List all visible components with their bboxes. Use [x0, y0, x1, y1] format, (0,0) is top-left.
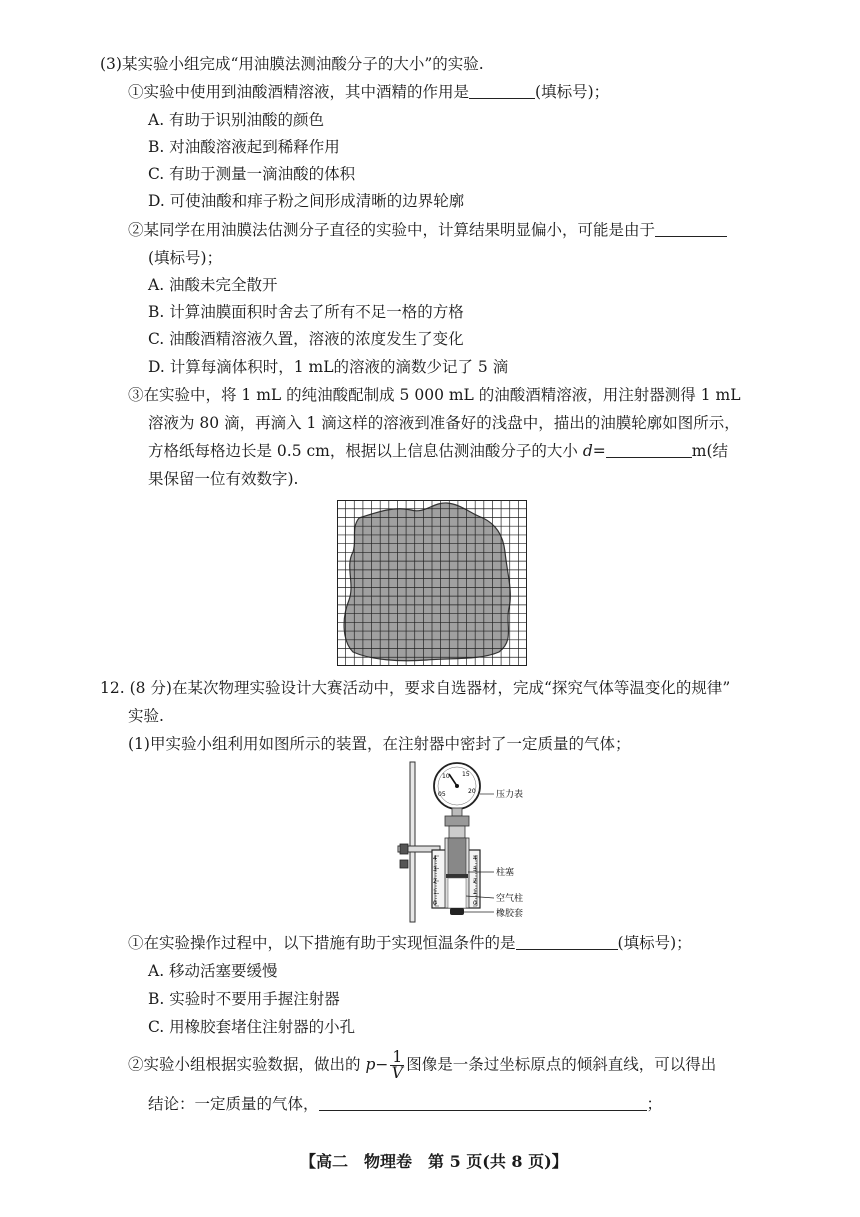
q12-sub2-stem: ②实验小组根据实验数据，做出的 p− $\frac{1}{V}$ 图像是一条过坐标原点的倾斜直线，可以得出 — [128, 1048, 717, 1082]
q11-3-sub2-stem: ②某同学在用油膜法估测分子直径的实验中，计算结果明显偏小，可能是由于 — [128, 218, 727, 242]
answer-blank[interactable] — [319, 1094, 647, 1111]
dial-tick: 05 — [438, 791, 446, 798]
dial-tick: 10 — [442, 773, 450, 780]
q11-3-sub1-stem: ①实验中使用到油酸酒精溶液，其中酒精的作用是 (填标号)； — [128, 83, 610, 101]
option-b: B. 对油酸溶液起到稀释作用 — [148, 138, 340, 156]
scale-label: 2 — [433, 878, 437, 885]
q11-3-sub3-line4: 果保留一位有效数字). — [148, 470, 299, 488]
scale-label: 4 — [433, 855, 437, 862]
q12-sub2-conclusion: 结论：一定质量的气体， ； — [148, 1095, 663, 1113]
option-d: D. 计算每滴体积时，1 mL的溶液的滴数少记了 5 滴 — [148, 358, 509, 376]
oil-film-outline — [344, 503, 510, 661]
q12-line1: 12. (8 分)在某次物理实验设计大赛活动中，要求自选器材，完成“探究气体等温变化的规律” — [100, 679, 731, 697]
q11-3-intro: (3)某实验小组完成“用油膜法测油酸分子的大小”的实验. — [100, 55, 484, 73]
label-rubber-cap: 橡胶套 — [496, 909, 524, 919]
q11-3-sub3-line1: ③在实验中，将 1 mL 的纯油酸配制成 5 000 mL 的油酸酒精溶液，用注射器测得 1 mL — [128, 386, 741, 404]
plunger — [448, 838, 466, 876]
option-c: C. 油酸酒精溶液久置，溶液的浓度发生了变化 — [148, 330, 464, 348]
option-a: A. 移动活塞要缓慢 — [148, 962, 278, 980]
fraction-one-over-v: $\frac{1}{V}$ — [391, 1048, 403, 1082]
option-b: B. 实验时不要用手握注射器 — [148, 990, 340, 1008]
q11-3-sub3-line3: 方格纸每格边长是 0.5 cm，根据以上信息估测油酸分子的大小 d= m(结 — [148, 442, 729, 460]
scale-label: 1 — [473, 889, 477, 896]
scale-label: 1 — [433, 889, 437, 896]
syringe-apparatus-figure — [390, 760, 530, 924]
answer-blank[interactable] — [516, 933, 618, 950]
option-a: A. 有助于识别油酸的颜色 — [148, 111, 325, 129]
label-air-column: 空气柱 — [496, 894, 524, 904]
q11-3-sub2-stem-cont: (填标号)； — [148, 249, 223, 267]
answer-blank[interactable] — [606, 441, 692, 458]
answer-blank[interactable] — [655, 220, 727, 237]
scale-label: 3 — [473, 866, 477, 873]
page-footer: 【高二 物理卷 第 5 页(共 8 页)】 — [300, 1152, 568, 1171]
option-b: B. 计算油膜面积时舍去了所有不足一格的方格 — [148, 303, 464, 321]
scale-label: 0 — [433, 900, 437, 907]
scale-label: 2 — [473, 878, 477, 885]
q12-part1: (1)甲实验小组利用如图所示的装置，在注射器中密封了一定质量的气体； — [128, 735, 631, 753]
q12-line2: 实验. — [128, 707, 164, 725]
q12-sub1-stem: ①在实验操作过程中，以下措施有助于实现恒温条件的是 (填标号)； — [128, 934, 692, 952]
answer-blank[interactable] — [469, 82, 535, 99]
scale-label: 4 — [473, 855, 477, 862]
oil-film-grid-figure — [337, 500, 527, 666]
option-c: C. 用橡胶套堵住注射器的小孔 — [148, 1018, 356, 1036]
scale-label: 0 — [473, 900, 477, 907]
dial-tick: 15 — [462, 771, 470, 778]
air-column — [448, 878, 466, 908]
option-a: A. 油酸未完全散开 — [148, 276, 278, 294]
label-pressure-gauge: 压力表 — [496, 790, 524, 800]
stand-pole — [410, 762, 415, 922]
label-plunger: 柱塞 — [496, 868, 515, 878]
scale-label: 3 — [433, 866, 437, 873]
q11-3-sub3-line2: 溶液为 80 滴，再滴入 1 滴这样的溶液到准备好的浅盘中，描出的油膜轮廓如图所示， — [148, 414, 740, 432]
dial-tick: 20 — [468, 788, 476, 795]
rubber-cap — [450, 908, 464, 915]
option-d: D. 可使油酸和痱子粉之间形成清晰的边界轮廓 — [148, 192, 465, 210]
option-c: C. 有助于测量一滴油酸的体积 — [148, 165, 356, 183]
